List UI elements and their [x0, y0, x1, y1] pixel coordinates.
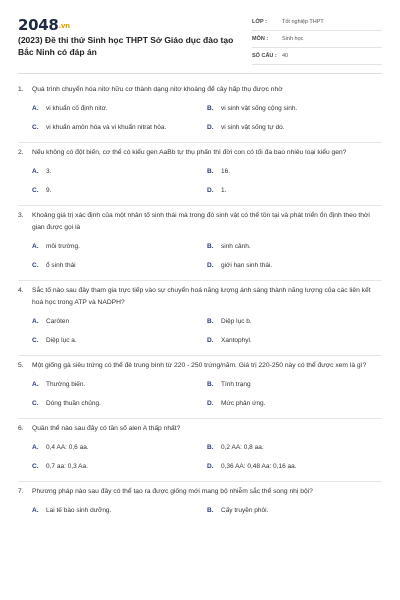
question-list: [18, 80, 382, 525]
question-item: [18, 281, 382, 355]
meta-value: Sinh học: [282, 36, 304, 42]
option-key: D.: [207, 124, 214, 131]
answer-option[interactable]: [207, 335, 382, 347]
option-key: B.: [207, 105, 214, 112]
question-number: 5.: [18, 362, 24, 369]
answer-option[interactable]: [207, 461, 382, 473]
question-text: Quần thể nào sau đây có tần số alen A thấp nhất?: [32, 425, 181, 432]
meta-value: Tốt nghiệp THPT: [282, 19, 324, 25]
answer-option[interactable]: [207, 241, 382, 253]
question-text: Quá trình chuyển hóa nitơ hữu cơ thành dạng nitơ khoáng để cây hấp thụ được nhờ: [32, 86, 283, 93]
answer-option[interactable]: [32, 398, 207, 410]
meta-label: SỐ CÂU :: [252, 53, 277, 59]
question-number: 7.: [18, 488, 24, 495]
option-key: D.: [207, 262, 214, 269]
answer-option[interactable]: [207, 505, 382, 517]
option-text: Diệp lục b.: [221, 318, 252, 325]
option-key: B.: [207, 507, 214, 514]
answer-option[interactable]: [32, 442, 207, 454]
option-key: B.: [207, 318, 214, 325]
option-text: môi trường.: [46, 243, 80, 250]
option-text: Mức phản ứng.: [221, 400, 266, 407]
option-text: Thường biến.: [46, 381, 86, 388]
option-key: C.: [32, 337, 39, 344]
question-item: [18, 143, 382, 205]
meta-row-class: [252, 14, 382, 31]
option-text: Dòng thuần chủng.: [46, 400, 101, 407]
question-item: [18, 80, 382, 142]
option-key: A.: [32, 381, 39, 388]
answer-option[interactable]: [207, 103, 382, 115]
option-key: A.: [32, 318, 39, 325]
meta-row-question-count: [252, 48, 382, 65]
answer-option[interactable]: [207, 442, 382, 454]
question-number: 6.: [18, 425, 24, 432]
header-divider: [18, 73, 382, 74]
option-key: A.: [32, 243, 39, 250]
answer-option[interactable]: [207, 316, 382, 328]
option-key: A.: [32, 105, 39, 112]
answer-option[interactable]: [32, 241, 207, 253]
answer-option[interactable]: [32, 316, 207, 328]
answer-option[interactable]: [207, 122, 382, 134]
site-logo[interactable]: [18, 16, 70, 34]
meta-label: MÔN :: [252, 36, 269, 42]
option-key: C.: [32, 187, 39, 194]
option-text: 3.: [46, 168, 52, 175]
answer-options: [18, 379, 382, 410]
option-text: vi sinh vật sống tự do.: [221, 124, 285, 131]
answer-option[interactable]: [32, 122, 207, 134]
option-key: A.: [32, 444, 39, 451]
option-text: 0,2 AA: 0,8 aa.: [221, 444, 264, 451]
question-stem: [18, 147, 382, 159]
answer-options: [18, 103, 382, 134]
question-text: Phương pháp nào sau đây có thể tạo ra được giống mới mang bộ nhiễm sắc thể song nhị bội?: [32, 488, 313, 495]
answer-option[interactable]: [207, 379, 382, 391]
option-text: vi khuẩn cố định nitơ.: [46, 105, 108, 112]
answer-option[interactable]: [32, 260, 207, 272]
option-key: C.: [32, 400, 39, 407]
question-text: Nếu không có đột biến, cơ thể có kiểu gen AaBb tự thụ phấn thì đời con có tối đa bao nhiêu loại kiểu gen?: [32, 149, 347, 156]
question-stem: [18, 360, 382, 372]
option-text: 0,4 AA: 0,6 aa.: [46, 444, 89, 451]
option-key: B.: [207, 168, 214, 175]
question-stem: [18, 423, 382, 435]
meta-value: 40: [282, 53, 289, 59]
option-key: D.: [207, 337, 214, 344]
question-stem: [18, 486, 382, 498]
option-text: Diệp lục a.: [46, 337, 77, 344]
option-text: ổ sinh thái: [46, 262, 76, 269]
meta-label: LỚP :: [252, 19, 267, 25]
logo-suffix: .vn: [58, 22, 70, 30]
meta-row-subject: [252, 31, 382, 48]
option-text: 9.: [46, 187, 52, 194]
question-item: [18, 419, 382, 481]
question-item: [18, 206, 382, 280]
answer-option[interactable]: [207, 398, 382, 410]
option-text: Tính trạng: [221, 381, 251, 388]
option-key: D.: [207, 187, 214, 194]
answer-options: [18, 442, 382, 473]
option-key: A.: [32, 507, 39, 514]
question-stem: [18, 210, 382, 234]
answer-option[interactable]: [32, 379, 207, 391]
answer-options: [18, 166, 382, 197]
question-number: 1.: [18, 86, 24, 93]
option-text: 0,7 aa: 0,3 Aa.: [46, 463, 88, 470]
answer-option[interactable]: [32, 335, 207, 347]
option-key: A.: [32, 168, 39, 175]
question-item: [18, 482, 382, 525]
question-text: Khoảng giá trị xác định của một nhân tố sinh thái mà trong đó sinh vật có thể tồn tại và phát triển ổn định theo thời gian được gọi là: [32, 212, 370, 231]
option-key: B.: [207, 243, 214, 250]
question-number: 3.: [18, 212, 24, 219]
answer-option[interactable]: [32, 505, 207, 517]
option-key: D.: [207, 463, 214, 470]
option-text: giới hạn sinh thái.: [221, 262, 273, 269]
answer-options: [18, 505, 382, 517]
option-text: vi khuẩn amôn hóa và vi khuẩn nitrat hóa.: [46, 124, 167, 131]
answer-option[interactable]: [207, 185, 382, 197]
answer-option[interactable]: [32, 166, 207, 178]
option-key: B.: [207, 381, 214, 388]
option-text: Xantophyl.: [221, 337, 252, 344]
question-text: Một giống gà siêu trứng có thể đẻ trung bình từ 220 - 250 trứng/năm. Giá trị 220-250 này có thể được xem là gì?: [32, 362, 367, 369]
option-key: B.: [207, 444, 214, 451]
question-number: 2.: [18, 149, 24, 156]
question-stem: [18, 84, 382, 96]
option-text: vi sinh vật sống cộng sinh.: [221, 105, 298, 112]
option-key: C.: [32, 463, 39, 470]
answer-option[interactable]: [32, 461, 207, 473]
answer-option[interactable]: [32, 103, 207, 115]
question-number: 4.: [18, 287, 24, 294]
answer-option[interactable]: [207, 260, 382, 272]
answer-option[interactable]: [32, 185, 207, 197]
option-text: 16.: [221, 168, 231, 175]
option-key: C.: [32, 124, 39, 131]
option-key: C.: [32, 262, 39, 269]
exam-meta: [252, 14, 382, 65]
question-text: Sắc tố nào sau đây tham gia trực tiếp vào sự chuyển hoá năng lượng ánh sáng thành năng lượng của các liên kết hoá học trong ATP và NADPH?: [32, 287, 371, 306]
option-key: D.: [207, 400, 214, 407]
option-text: sinh cảnh.: [221, 243, 251, 250]
question-stem: [18, 285, 382, 309]
answer-options: [18, 316, 382, 347]
answer-options: [18, 241, 382, 272]
logo-main: 2048: [18, 16, 59, 34]
option-text: 0,36 AA: 0,48 Aa: 0,16 aa.: [221, 463, 297, 470]
header: [0, 0, 400, 64]
option-text: Carôten: [46, 318, 70, 325]
option-text: 1.: [221, 187, 227, 194]
option-text: Cấy truyền phôi.: [221, 507, 269, 514]
answer-option[interactable]: [207, 166, 382, 178]
page-title: (2023) Đề thi thử Sinh học THPT Sở Giáo dục đào tạo Bắc Ninh có đáp án: [18, 35, 234, 57]
option-text: Lai tế bào sinh dưỡng.: [46, 507, 112, 514]
question-item: [18, 356, 382, 418]
